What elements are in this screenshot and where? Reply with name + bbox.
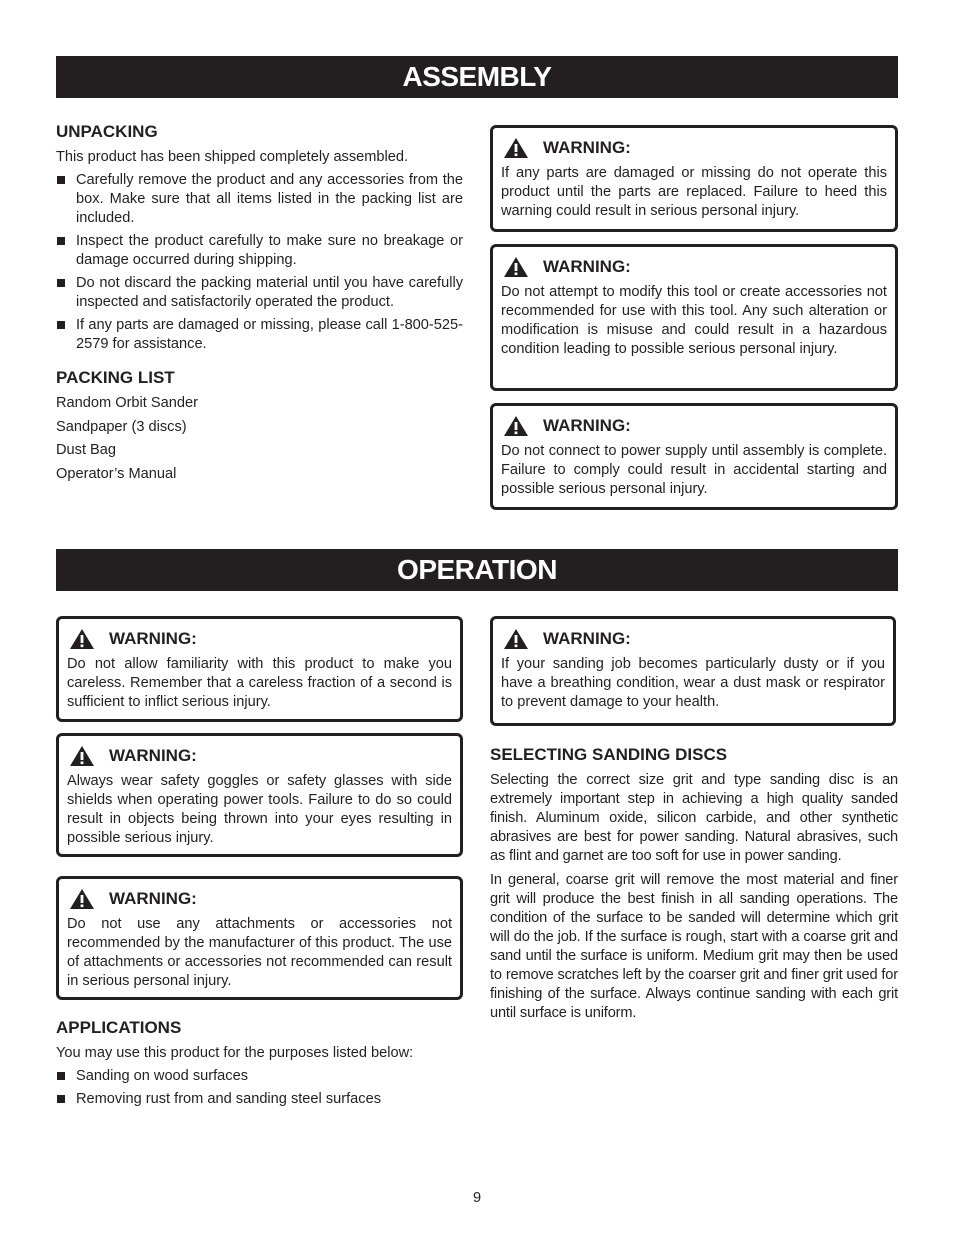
applications-list bbox=[56, 1067, 463, 1109]
warning-label: WARNING: bbox=[543, 257, 631, 276]
bullet-icon bbox=[57, 1072, 65, 1080]
warning-text: Do not allow familiarity with this product to make you careless. Remember that a careless fraction of a second is sufficient to inflict serious injury. bbox=[67, 656, 452, 710]
unpacking-section bbox=[56, 122, 463, 488]
list-item: Random Orbit Sander bbox=[56, 395, 198, 411]
warning-text: If any parts are damaged or missing do not operate this product until the parts are replaced. Failure to heed this warning could result in serious personal injury. bbox=[501, 165, 887, 219]
packing-list bbox=[56, 394, 463, 484]
warning-label: WARNING: bbox=[109, 746, 197, 765]
bullet-icon bbox=[57, 1095, 65, 1103]
applications-intro: You may use this product for the purposes listed below: bbox=[56, 1045, 414, 1061]
unpacking-intro: This product has been shipped completely assembled. bbox=[56, 149, 409, 165]
warning-triangle-icon bbox=[503, 137, 529, 159]
warning-triangle-icon bbox=[69, 745, 95, 767]
warning-label: WARNING: bbox=[543, 629, 631, 648]
warning-triangle-icon bbox=[503, 256, 529, 278]
bullet-icon bbox=[57, 279, 65, 287]
warning-text: If your sanding job becomes particularly dusty or if you have a breathing condition, wear a dust mask or respirator to prevent damage to your health. bbox=[501, 656, 885, 710]
bullet-icon bbox=[57, 321, 65, 329]
bullet-icon bbox=[57, 237, 65, 245]
warning-triangle-icon bbox=[503, 628, 529, 650]
page-number: 9 bbox=[472, 1190, 482, 1206]
applications-heading: APPLICATIONS bbox=[56, 1018, 182, 1037]
list-item: Operator’s Manual bbox=[56, 465, 177, 482]
warning-label: WARNING: bbox=[109, 889, 197, 908]
list-item: Sanding on wood surfaces bbox=[56, 1067, 463, 1086]
warning-box bbox=[56, 616, 463, 722]
warning-label: WARNING: bbox=[543, 416, 631, 435]
warning-box bbox=[490, 616, 896, 726]
list-item: Carefully remove the product and any accessories from the box. Make sure that all items listed in the packing list are included. bbox=[56, 171, 463, 228]
warning-text: Do not attempt to modify this tool or create accessories not recommended for use with this tool. Any such alteration or modification is misuse and could result in a hazardous condition leading to possible serious personal injury. bbox=[501, 284, 887, 357]
warning-box bbox=[490, 244, 898, 391]
selecting-discs-paragraph-1: Selecting the correct size grit and type sanding disc is an extremely important step in achieving a high quality sanded finish. Aluminum oxide, silicon carbide, and other synthetic abrasives are best for power sanding. Natural abrasives, such as flint and garnet are too soft for use in power sanding. bbox=[490, 772, 898, 864]
list-item: Removing rust from and sanding steel surfaces bbox=[56, 1090, 463, 1109]
list-item: Dust Bag bbox=[56, 442, 117, 459]
warning-label: WARNING: bbox=[543, 138, 631, 157]
selecting-discs-paragraph-2: In general, coarse grit will remove the most material and finer grit will produce the best finish in all sanding operations. The condition of the surface to be sanded will determine which grit will do the job. If the surface is rough, start with a coarse grit and sand until the surface is uniform. Medium grit may then be used to remove scratches left by the coarser grit and finer grit used for finishing of the surface. Always continue sanding with each grit until surface is uniform. bbox=[490, 872, 898, 1021]
warning-label: WARNING: bbox=[109, 629, 197, 648]
applications-section bbox=[56, 1018, 463, 1113]
warning-box bbox=[56, 876, 463, 1000]
packing-list-heading: PACKING LIST bbox=[56, 368, 175, 387]
list-item: Do not discard the packing material until you have carefully inspected and satisfactorily operated the product. bbox=[56, 274, 463, 312]
warning-text: Do not use any attachments or accessories not recommended by the manufacturer of this product. The use of attachments or accessories not recommended can result in serious personal injury. bbox=[67, 916, 452, 989]
assembly-banner: ASSEMBLY bbox=[56, 56, 898, 98]
operation-banner: OPERATION bbox=[56, 549, 898, 591]
list-item: If any parts are damaged or missing, please call 1-800-525-2579 for assistance. bbox=[56, 316, 463, 354]
unpacking-list bbox=[56, 171, 463, 354]
warning-triangle-icon bbox=[69, 628, 95, 650]
list-item: Inspect the product carefully to make sure no breakage or damage occurred during shipping. bbox=[56, 232, 463, 270]
warning-text: Always wear safety goggles or safety glasses with side shields when operating power tools. Failure to do so could result in objects being thrown into your eyes resulting in possible serious injury. bbox=[67, 773, 452, 846]
bullet-icon bbox=[57, 176, 65, 184]
warning-box bbox=[490, 403, 898, 510]
selecting-discs-heading: SELECTING SANDING DISCS bbox=[490, 745, 728, 764]
warning-text: Do not connect to power supply until assembly is complete. Failure to comply could result in accidental starting and possible serious personal injury. bbox=[501, 443, 887, 497]
warning-triangle-icon bbox=[69, 888, 95, 910]
selecting-discs-section bbox=[490, 745, 898, 1023]
list-item: Sandpaper (3 discs) bbox=[56, 418, 187, 435]
warning-triangle-icon bbox=[503, 415, 529, 437]
warning-box bbox=[56, 733, 463, 857]
warning-box bbox=[490, 125, 898, 232]
unpacking-heading: UNPACKING bbox=[56, 122, 158, 141]
